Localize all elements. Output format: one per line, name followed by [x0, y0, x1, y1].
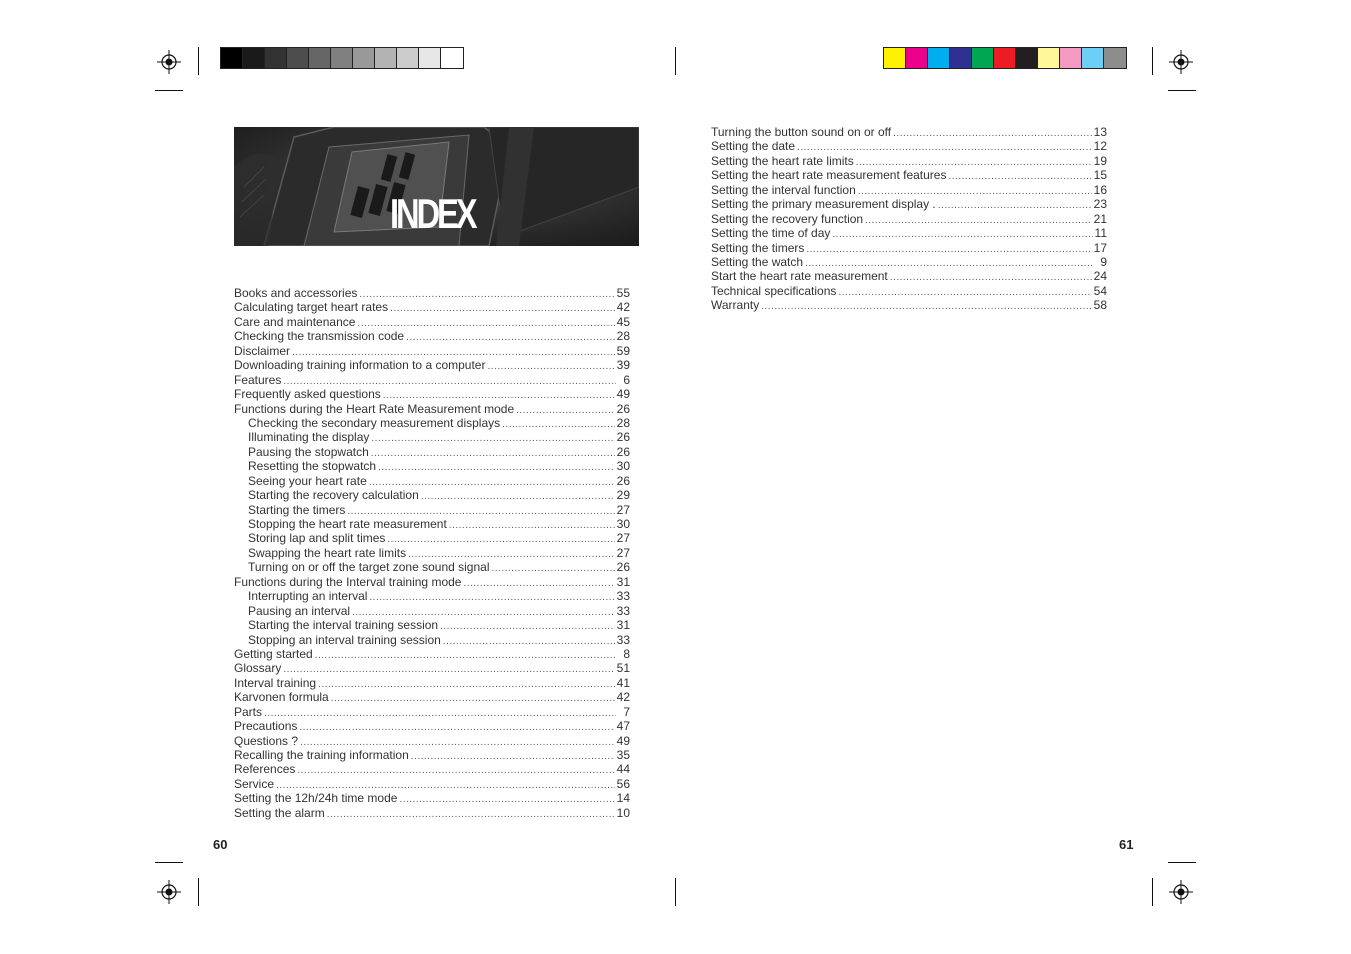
index-entry-page: 28: [616, 415, 630, 430]
index-entry-label: Turning on or off the target zone sound signal: [248, 560, 490, 575]
index-entry-page: 24: [1093, 269, 1107, 284]
dot-leader: [502, 418, 615, 432]
index-entry-page: 19: [1093, 153, 1107, 168]
index-entry-label: Storing lap and split times: [248, 531, 386, 546]
index-entry-page: 21: [1093, 211, 1107, 226]
index-entry-label: Resetting the stopwatch: [248, 459, 377, 474]
index-entry-label: Warranty: [711, 298, 760, 313]
crop-mark: [155, 862, 183, 863]
registration-mark-icon: [157, 880, 181, 904]
dot-leader: [893, 127, 1092, 141]
index-entry-label: References: [234, 762, 296, 777]
index-entry: [234, 719, 630, 733]
index-entry-page: 11: [1094, 226, 1107, 241]
index-entry-label: Setting the heart rate measurement features: [711, 168, 947, 183]
index-entry: [234, 806, 630, 820]
dot-leader: [449, 519, 615, 533]
index-entry: [711, 212, 1107, 226]
index-entry-page: 26: [616, 444, 630, 459]
dot-leader: [378, 461, 615, 475]
index-entry: [711, 241, 1107, 255]
index-entry: [234, 560, 630, 574]
index-entry: [234, 546, 630, 560]
color-swatch: [265, 48, 287, 68]
index-entry: [234, 503, 630, 517]
color-swatch: [309, 48, 331, 68]
index-entry: [711, 226, 1107, 240]
index-entry-label: Recalling the training information: [234, 748, 409, 762]
index-entry-label: Setting the time of day: [711, 226, 831, 241]
color-swatch: [243, 48, 265, 68]
registration-mark-icon: [1169, 50, 1193, 74]
index-entry-label: Functions during the Interval training mode: [234, 574, 462, 589]
dot-leader: [411, 750, 615, 764]
index-entry-label: Setting the 12h/24h time mode: [234, 791, 398, 806]
index-entry-label: Care and maintenance: [234, 314, 356, 329]
index-entry-page: 41: [616, 675, 630, 690]
page-title: INDEX: [390, 190, 475, 237]
index-entry: [234, 633, 630, 647]
crop-mark: [675, 47, 676, 75]
index-entry: [234, 430, 630, 444]
dot-leader: [369, 591, 614, 605]
index-entry-page: 49: [616, 733, 630, 748]
index-entry-label: Questions ?: [234, 733, 299, 748]
dot-leader: [371, 447, 615, 461]
index-entry: [234, 618, 630, 632]
dot-leader: [806, 243, 1091, 257]
index-entry-label: Books and accessories: [234, 286, 358, 300]
color-swatch: [331, 48, 353, 68]
index-entry: [234, 300, 630, 314]
color-swatch: [994, 48, 1016, 68]
index-entry: [234, 791, 630, 805]
index-entry: [711, 168, 1107, 182]
color-swatch: [884, 48, 906, 68]
index-entry: [711, 154, 1107, 168]
index-entry-page: 58: [1093, 298, 1107, 313]
dot-leader: [443, 635, 615, 649]
crop-mark: [198, 878, 199, 906]
dot-leader: [463, 577, 614, 591]
index-entry: [711, 255, 1107, 269]
index-entry-page: 10: [616, 805, 630, 820]
index-entry-label: Getting started: [234, 646, 313, 661]
color-swatch: [1016, 48, 1038, 68]
index-entry: [234, 762, 630, 776]
index-entry-page: 27: [616, 545, 630, 560]
color-swatch: [1038, 48, 1060, 68]
index-entry-page: 39: [616, 358, 630, 373]
dot-leader: [283, 663, 614, 677]
index-entry-label: Interval training: [234, 675, 317, 690]
index-entry: [234, 315, 630, 329]
index-entry: [711, 284, 1107, 298]
dot-leader: [421, 490, 615, 504]
index-entry-page: 26: [616, 560, 630, 575]
dot-leader: [315, 649, 616, 663]
crop-mark: [155, 90, 183, 91]
index-entry-page: 33: [616, 603, 630, 618]
index-entry: [711, 298, 1107, 312]
index-entry-label: Setting the timers: [711, 240, 805, 255]
index-entry: [234, 286, 630, 300]
index-entry-label: Pausing the stopwatch: [248, 444, 369, 459]
index-entry: [234, 474, 630, 488]
registration-mark-icon: [1169, 880, 1193, 904]
color-swatch: [928, 48, 950, 68]
color-swatch: [1082, 48, 1104, 68]
index-entry-label: Karvonen formula: [234, 690, 329, 705]
color-swatch: [950, 48, 972, 68]
color-swatch: [1060, 48, 1082, 68]
dot-leader: [406, 331, 615, 345]
dot-leader: [318, 678, 615, 692]
crop-mark: [675, 878, 676, 906]
grayscale-color-bar: [220, 47, 464, 69]
index-entry: [234, 705, 630, 719]
index-entry-page: 27: [616, 531, 630, 546]
index-entry-label: Turning the button sound on or off: [711, 125, 892, 139]
index-entry-page: 45: [616, 314, 630, 329]
index-entry-page: 8: [623, 646, 630, 661]
dot-leader: [299, 721, 614, 735]
index-entry-page: 26: [616, 401, 630, 416]
index-entry-page: 47: [616, 719, 630, 734]
index-entry-label: Start the heart rate measurement: [711, 269, 888, 284]
index-entry-page: 12: [1093, 139, 1107, 154]
dot-leader: [492, 562, 615, 576]
page-number-left: 60: [213, 837, 228, 852]
index-entry-label: Parts: [234, 704, 263, 719]
color-swatch: [972, 48, 994, 68]
index-entry: [234, 344, 630, 358]
dot-leader: [890, 271, 1092, 285]
index-entry-label: Stopping an interval training session: [248, 632, 441, 647]
index-entry: [234, 517, 630, 531]
color-swatch: [353, 48, 375, 68]
registration-mark-icon: [157, 50, 181, 74]
index-entry-label: Setting the alarm: [234, 805, 325, 820]
index-entry-page: 35: [616, 748, 630, 762]
index-entry: [234, 387, 630, 401]
index-entry-label: Starting the timers: [248, 502, 346, 517]
index-entry-page: 26: [616, 430, 630, 445]
index-entry-page: 17: [1093, 240, 1107, 255]
index-entry-page: 14: [616, 791, 630, 806]
index-entry-label: Stopping the heart rate measurement: [248, 517, 447, 531]
index-entry-page: 9: [1100, 254, 1107, 269]
dot-leader: [399, 793, 614, 807]
index-entry-page: 16: [1093, 182, 1107, 197]
dot-leader: [761, 300, 1091, 314]
index-entry-label: Setting the primary measurement display .: [711, 197, 936, 212]
index-banner: [234, 127, 639, 246]
index-entry: [234, 373, 630, 387]
dot-leader: [487, 360, 614, 374]
index-entry-page: 28: [616, 329, 630, 344]
index-entry-label: Glossary: [234, 661, 282, 676]
color-swatch: [906, 48, 928, 68]
index-entry-page: 30: [616, 459, 630, 474]
index-list-right: [711, 125, 1107, 313]
index-entry-page: 56: [616, 776, 630, 791]
index-entry-label: Swapping the heart rate limits: [248, 545, 407, 560]
index-entry-label: Downloading training information to a computer: [234, 358, 486, 373]
color-swatch: [287, 48, 309, 68]
index-entry-label: Seeing your heart rate: [248, 473, 367, 488]
index-entry-page: 59: [616, 343, 630, 358]
dot-leader: [440, 620, 615, 634]
dot-leader: [264, 707, 616, 721]
index-entry-page: 15: [1093, 168, 1107, 183]
index-entry-label: Functions during the Heart Rate Measurement mode: [234, 401, 515, 416]
index-entry: [234, 690, 630, 704]
index-list-left: [234, 286, 630, 820]
index-entry-page: 31: [616, 618, 630, 633]
dot-leader: [371, 432, 614, 446]
dot-leader: [516, 404, 614, 418]
index-entry-label: Precautions: [234, 719, 298, 734]
index-entry-label: Checking the secondary measurement displays: [248, 415, 501, 430]
index-entry-page: 42: [616, 300, 630, 315]
index-entry-page: 44: [616, 762, 630, 777]
index-entry-label: Checking the transmission code: [234, 329, 405, 344]
index-entry: [234, 445, 630, 459]
index-entry: [711, 183, 1107, 197]
index-entry: [234, 358, 630, 372]
index-entry: [234, 676, 630, 690]
index-entry-page: 30: [616, 517, 630, 531]
crop-mark: [1168, 90, 1196, 91]
index-entry-page: 33: [616, 589, 630, 604]
index-entry-page: 33: [616, 632, 630, 647]
index-entry: [234, 734, 630, 748]
dot-leader: [938, 199, 1092, 213]
index-entry: [234, 329, 630, 343]
index-entry: [234, 589, 630, 603]
index-entry-page: 51: [616, 661, 630, 676]
index-entry: [234, 575, 630, 589]
index-entry-label: Disclaimer: [234, 343, 291, 358]
index-entry: [234, 402, 630, 416]
color-swatch: [221, 48, 243, 68]
color-swatch: [375, 48, 397, 68]
index-entry-page: 26: [616, 473, 630, 488]
index-entry-page: 6: [623, 372, 630, 387]
dot-leader: [865, 214, 1092, 228]
index-entry: [234, 416, 630, 430]
crop-mark: [1152, 878, 1153, 906]
index-entry: [711, 125, 1107, 139]
index-entry-label: Starting the interval training session: [248, 618, 439, 633]
dot-leader: [297, 764, 614, 778]
index-entry: [234, 459, 630, 473]
dot-leader: [832, 228, 1092, 242]
index-entry-label: Pausing an interval: [248, 603, 351, 618]
index-entry-label: Technical specifications: [711, 283, 837, 298]
index-entry-page: 54: [1093, 283, 1107, 298]
index-entry-label: Setting the watch: [711, 254, 804, 269]
color-swatch: [441, 48, 463, 68]
index-entry: [234, 647, 630, 661]
index-entry-page: 13: [1093, 125, 1107, 139]
index-entry: [234, 748, 630, 762]
index-entry-page: 42: [616, 690, 630, 705]
index-entry: [234, 604, 630, 618]
dot-leader: [331, 692, 615, 706]
process-color-bar: [883, 47, 1127, 69]
index-entry: [711, 269, 1107, 283]
index-entry-label: Setting the heart rate limits: [711, 153, 854, 168]
crop-mark: [1168, 862, 1196, 863]
dot-leader: [327, 808, 615, 822]
index-entry: [234, 531, 630, 545]
index-entry: [234, 661, 630, 675]
dot-leader: [359, 288, 614, 302]
dot-leader: [838, 286, 1091, 300]
index-entry-page: 49: [616, 387, 630, 402]
index-entry-label: Frequently asked questions: [234, 387, 381, 402]
index-entry-page: 27: [616, 502, 630, 517]
index-entry-label: Features: [234, 372, 282, 387]
index-entry-label: Illuminating the display: [248, 430, 370, 445]
page-number-right: 61: [1119, 837, 1134, 852]
index-entry-label: Interrupting an interval: [248, 589, 368, 604]
crop-mark: [198, 47, 199, 75]
index-entry-label: Setting the date: [711, 139, 796, 154]
index-entry-label: Calculating target heart rates: [234, 300, 389, 315]
dot-leader: [390, 302, 615, 316]
index-entry-page: 31: [616, 574, 630, 589]
index-entry-page: 7: [623, 704, 630, 719]
dot-leader: [948, 170, 1091, 184]
color-swatch: [419, 48, 441, 68]
crop-mark: [1152, 47, 1153, 75]
index-entry-page: 29: [616, 488, 630, 503]
index-entry-label: Service: [234, 776, 275, 791]
index-entry-label: Setting the recovery function: [711, 211, 864, 226]
index-entry: [711, 197, 1107, 211]
color-swatch: [397, 48, 419, 68]
index-entry-page: 55: [616, 286, 630, 300]
index-entry-page: 23: [1093, 197, 1107, 212]
index-entry: [711, 139, 1107, 153]
color-swatch: [1104, 48, 1126, 68]
dot-leader: [387, 533, 614, 547]
index-entry-label: Setting the interval function: [711, 182, 856, 197]
index-entry: [234, 488, 630, 502]
index-entry: [234, 777, 630, 791]
index-entry-label: Starting the recovery calculation: [248, 488, 419, 503]
